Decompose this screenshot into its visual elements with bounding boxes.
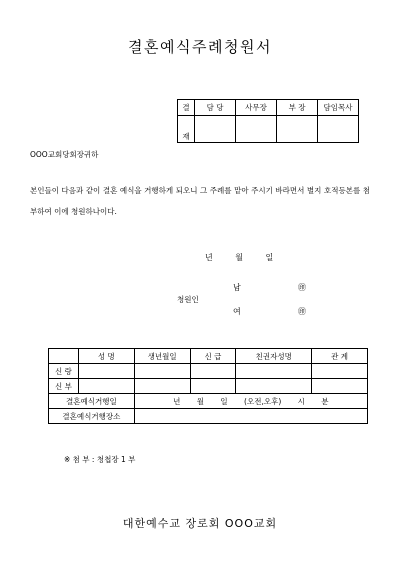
header-blank [49,349,79,364]
groom-guardian-cell[interactable] [236,364,312,379]
approval-sign-director[interactable] [277,116,318,143]
approval-header-pastor: 담임목사 [318,100,359,116]
ceremony-place-value[interactable] [134,409,367,424]
female-seal-mark: ㊞ [298,307,306,316]
header-guardian-name: 친권자성명 [236,349,312,364]
document-title: 결혼예식주례청원서 [128,38,272,56]
row-label-bride: 신 부 [49,379,79,394]
header-birthdate: 생년월일 [134,349,190,364]
bride-faith-level-cell[interactable] [190,379,236,394]
groom-birthdate-cell[interactable] [134,364,190,379]
request-body: 본인들이 다음과 같이 결혼 예식을 거행하게 되오니 그 주례를 맡아 주시기 바라면서 별지 호적등본를 첨부하여 이에 청원하나이다. [30,186,370,216]
ceremony-date-value[interactable]: 년 월 일 (오전,오후) 시 분 [134,394,367,409]
approval-sign-staff[interactable] [195,116,236,143]
approval-side-label-top: 결 [178,100,195,116]
attachment-note: ※ 첨 부 : 청첩장 1 부 [64,455,136,464]
ceremony-info-table [48,348,368,424]
date-line[interactable]: 년 월 일 [205,253,274,262]
header-relation: 관 계 [312,349,368,364]
approval-sign-pastor[interactable] [318,116,359,143]
groom-name-cell[interactable] [78,364,134,379]
groom-relation-cell[interactable] [312,364,368,379]
approval-table [177,99,359,143]
groom-faith-level-cell[interactable] [190,364,236,379]
ceremony-place-label: 결혼예식거행장소 [49,409,135,424]
header-faith-level: 신 급 [190,349,236,364]
church-footer: 대한예수교 장로회 OOO교회 [122,517,278,530]
bride-relation-cell[interactable] [312,379,368,394]
approval-header-staff: 담 당 [195,100,236,116]
ceremony-date-label: 결혼예식거행일 [49,394,135,409]
addressee: OOO교회당회장귀하 [30,150,99,159]
row-label-groom: 신 랑 [49,364,79,379]
approval-side-label-bottom: 재 [178,116,195,143]
bride-guardian-cell[interactable] [236,379,312,394]
approval-sign-office-manager[interactable] [236,116,277,143]
approval-header-director: 부 장 [277,100,318,116]
bride-name-cell[interactable] [78,379,134,394]
male-label: 남 [233,283,241,292]
applicant-label: 청원인 [177,295,199,304]
bride-birthdate-cell[interactable] [134,379,190,394]
header-name: 성 명 [78,349,134,364]
female-label: 여 [233,307,241,316]
approval-header-office-manager: 사무장 [236,100,277,116]
male-seal-mark: ㊞ [298,283,306,292]
